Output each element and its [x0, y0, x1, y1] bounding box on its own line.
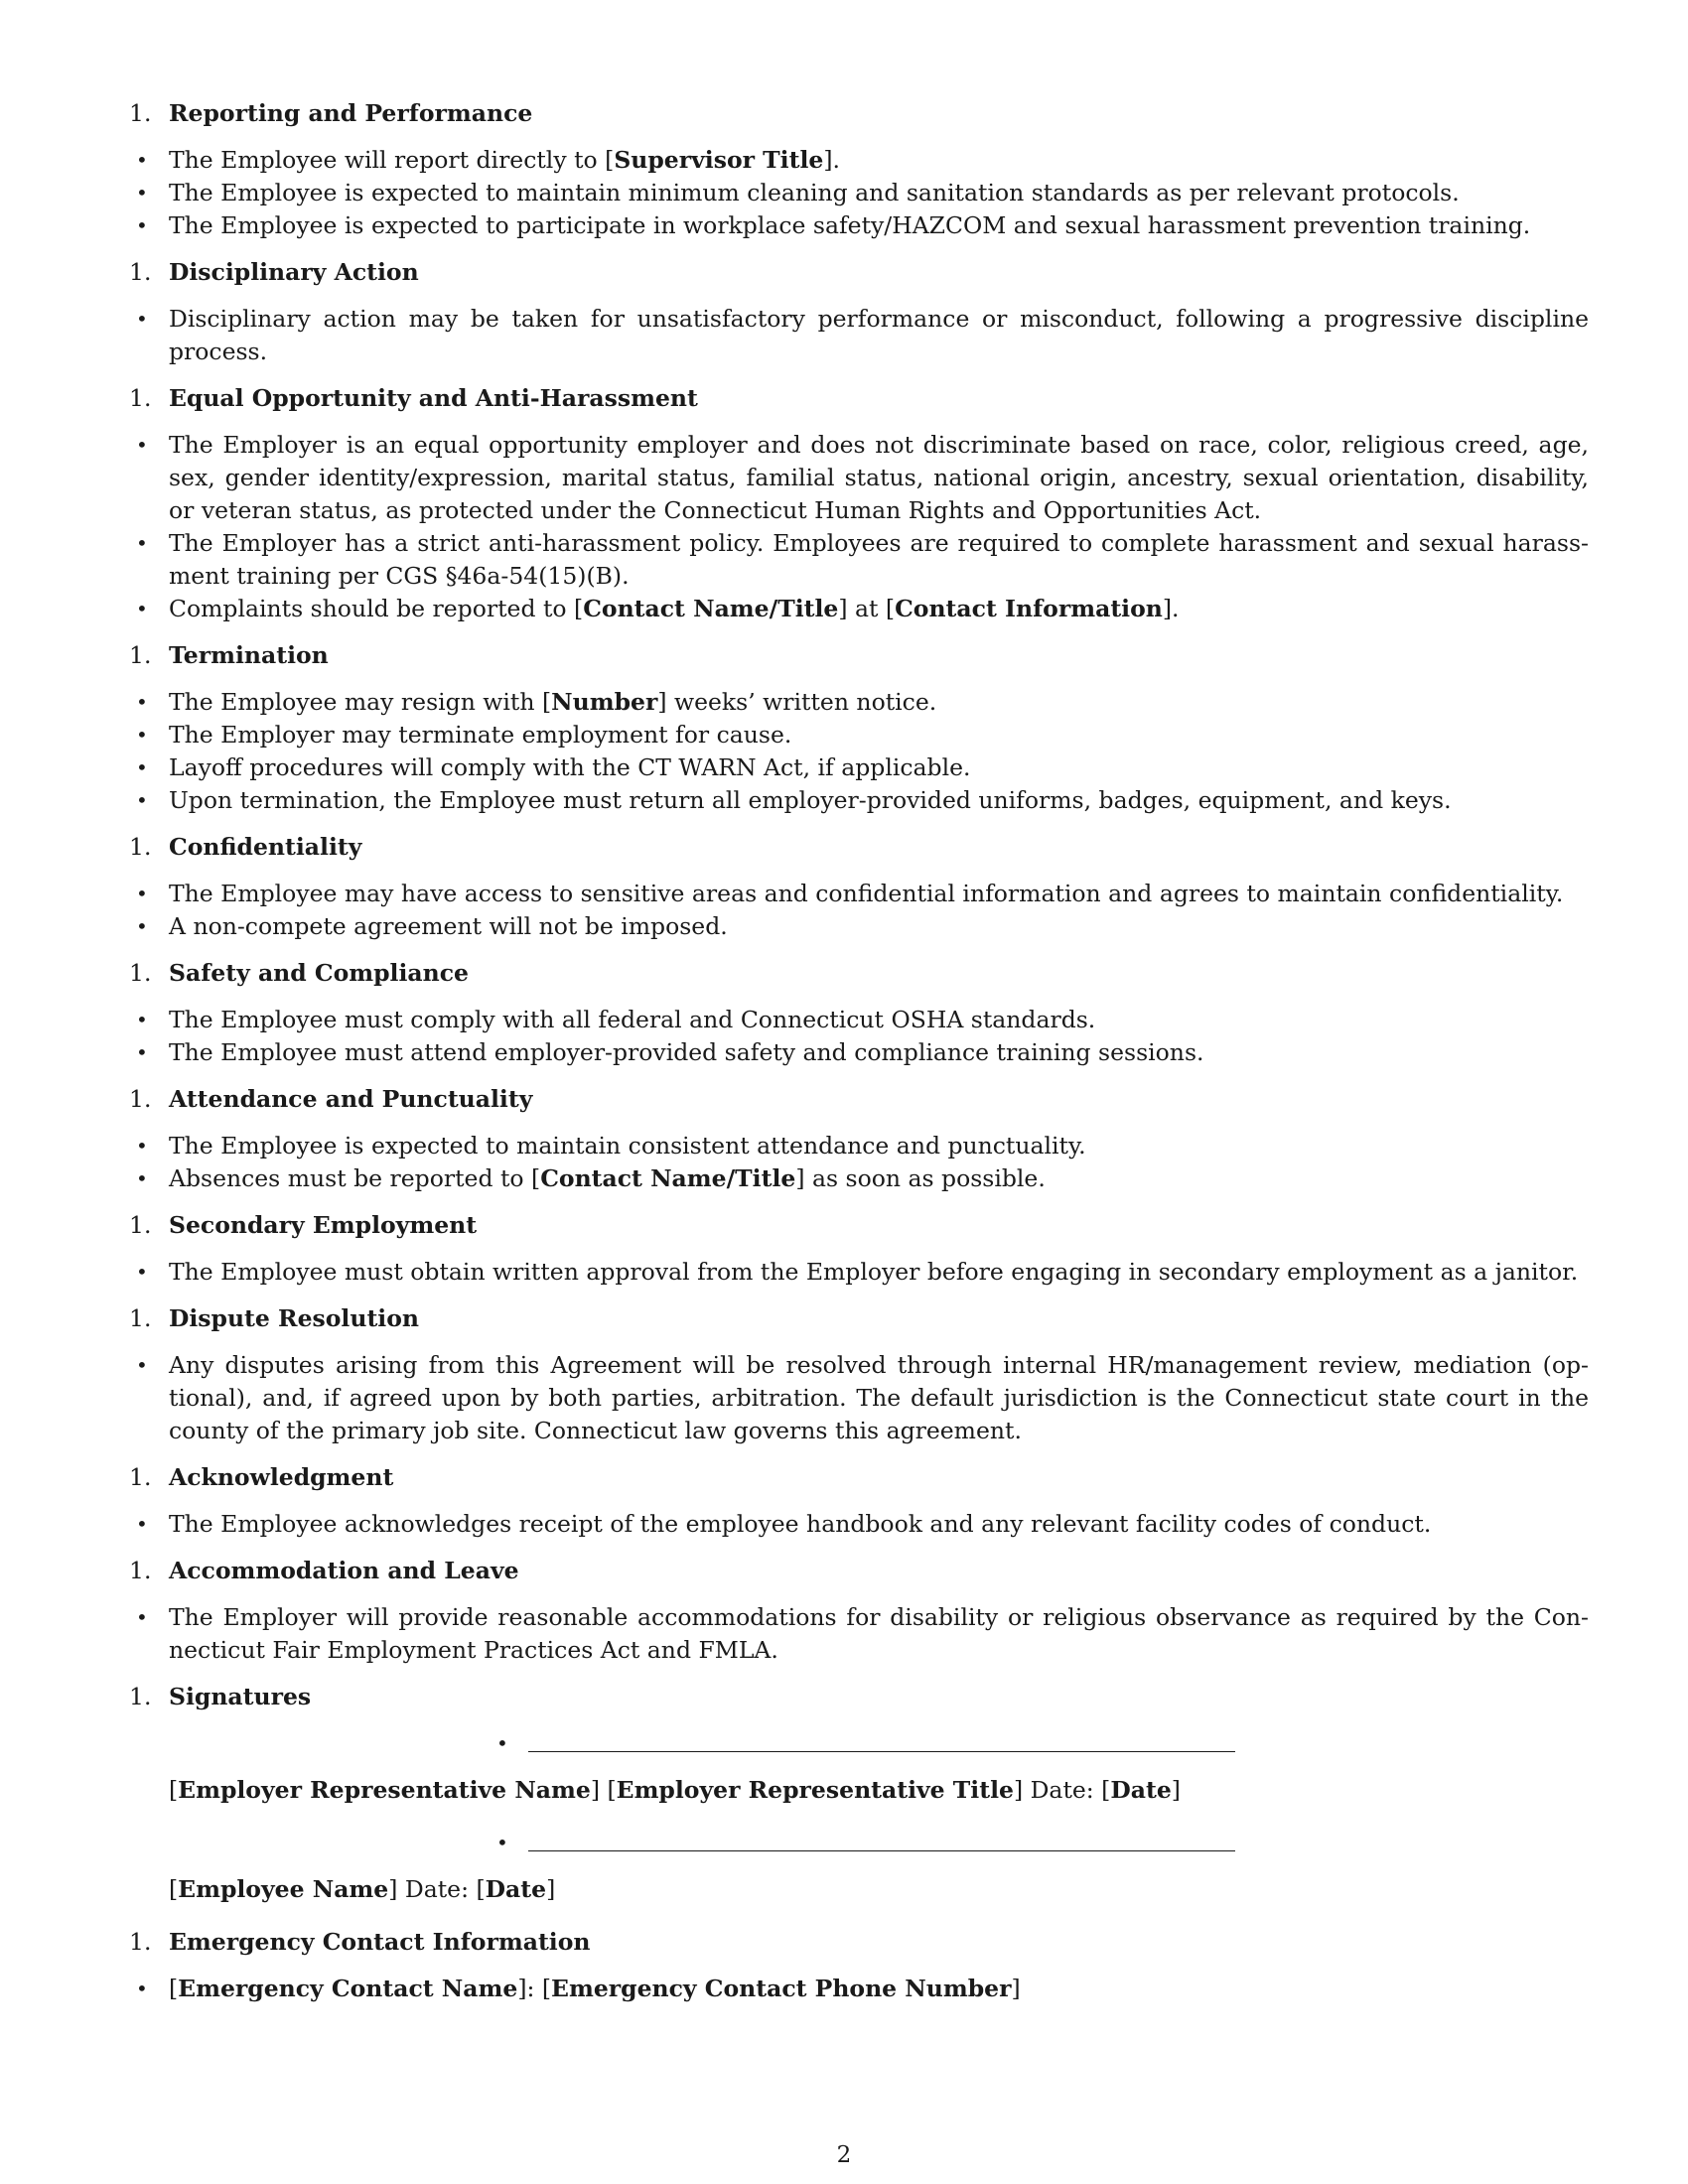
list-item	[129, 429, 1589, 527]
bullet: •	[136, 1134, 148, 1158]
list-item	[129, 1601, 1589, 1667]
bracket: [	[169, 1875, 179, 1903]
section	[129, 97, 1589, 242]
section-title: Equal Opportunity and Anti-Harassment	[169, 384, 698, 412]
item-text: Complaints should be reported to [	[169, 595, 584, 622]
bracket: ]	[1171, 1776, 1181, 1804]
section-number: 1.	[129, 1304, 152, 1332]
bullet: •	[136, 181, 148, 205]
bullet: •	[136, 531, 148, 555]
list-item	[129, 144, 1589, 177]
bullet-list	[129, 144, 1589, 242]
section	[129, 639, 1589, 817]
bullet: •	[136, 1008, 148, 1031]
item-text: The Employee will report directly to [	[169, 146, 615, 174]
section-heading	[129, 256, 1589, 289]
list-item	[129, 1256, 1589, 1289]
item-text: ].	[823, 146, 840, 174]
section	[129, 957, 1589, 1069]
bracket: [	[169, 1975, 179, 2002]
bullet-list	[129, 1004, 1589, 1069]
list-item	[129, 751, 1589, 784]
bullet-list	[129, 1508, 1589, 1541]
bracket: [	[169, 1776, 179, 1804]
employer-date-placeholder: Date	[1110, 1776, 1172, 1804]
section-number: 1.	[129, 959, 152, 987]
section-title: Confidentiality	[169, 833, 362, 861]
section-title: Acknowledgment	[169, 1463, 394, 1491]
section-number: 1.	[129, 1463, 152, 1491]
section-heading	[129, 1209, 1589, 1242]
section-number: 1.	[129, 1211, 152, 1239]
employee-signature-line[interactable]	[528, 1850, 1235, 1851]
list-item	[129, 177, 1589, 209]
section-number: 1.	[129, 833, 152, 861]
item-text: The Employee may have access to sensitive areas and confidential information and agrees to maintain confidentiality.	[169, 880, 1564, 907]
bullet: •	[136, 723, 148, 747]
item-text: The Employer has a strict anti-harassment policy. Employees are required to complete harassment and sexual harassment training per CGS §46a-54(15)(B).	[169, 529, 1589, 590]
separator: ]: [	[517, 1975, 552, 2002]
section-title: Emergency Contact Information	[169, 1928, 591, 1956]
bullet: •	[496, 1831, 508, 1854]
section	[129, 382, 1589, 625]
section-title: Signatures	[169, 1683, 312, 1710]
signature-block	[169, 1727, 1589, 1906]
employee-signature-row	[496, 1827, 1589, 1859]
section-number: 1.	[129, 1683, 152, 1710]
employee-date-placeholder: Date	[485, 1875, 547, 1903]
item-text: The Employee is expected to maintain minimum cleaning and sanitation standards as per relevant protocols.	[169, 179, 1460, 206]
section-number: 1.	[129, 384, 152, 412]
item-text: The Employee is expected to participate in workplace safety/HAZCOM and sexual harassment prevention training.	[169, 211, 1531, 239]
item-text: ] at [	[838, 595, 896, 622]
item-text: The Employer is an equal opportunity employer and does not discriminate based on race, color, religious creed, age, sex, gender identity/expression, marital status, familial status, national origin, ancestry, sexual orientation, disability, or veteran status, as protected under the Connecticut Human Rights and Opportunities Act.	[169, 431, 1589, 524]
bullet-list	[129, 303, 1589, 368]
section-heading	[129, 382, 1589, 415]
section-title: Safety and Compliance	[169, 959, 469, 987]
section-heading	[129, 831, 1589, 864]
item-text: The Employee acknowledges receipt of the employee handbook and any relevant facility codes of conduct.	[169, 1510, 1432, 1538]
placeholder-field: Contact Name/Title	[583, 595, 839, 622]
item-text: The Employer will provide reasonable accommodations for disability or religious observance as required by the Connecticut Fair Employment Practices Act and FMLA.	[169, 1603, 1589, 1664]
item-text: Disciplinary action may be taken for unsatisfactory performance or misconduct, following a progressive discipline process.	[169, 305, 1589, 365]
section-title: Reporting and Performance	[169, 99, 533, 127]
bullet: •	[136, 307, 148, 331]
employer-rep-title-placeholder: Employer Representative Title	[616, 1776, 1014, 1804]
item-text: Any disputes arising from this Agreement will be resolved through internal HR/management review, mediation (optional), and, if agreed upon by both parties, arbitration. The default jurisdiction is the Connecticut state court in the county of the primary job site. Connecticut law governs this agreement.	[169, 1351, 1589, 1444]
section-title: Secondary Employment	[169, 1211, 478, 1239]
item-text: The Employer may terminate employment for cause.	[169, 721, 792, 749]
list-item	[129, 1004, 1589, 1036]
section-title: Dispute Resolution	[169, 1304, 419, 1332]
section	[129, 1461, 1589, 1541]
bullet: •	[136, 1977, 148, 2000]
section-heading	[129, 97, 1589, 130]
section	[129, 256, 1589, 368]
bullet: •	[136, 1260, 148, 1284]
employer-rep-name-placeholder: Employer Representative Name	[178, 1776, 591, 1804]
bullet: •	[136, 148, 148, 172]
item-text: The Employee must comply with all federal and Connecticut OSHA standards.	[169, 1006, 1096, 1033]
bullet: •	[136, 882, 148, 905]
date-label: ] Date: [	[1013, 1776, 1111, 1804]
section-heading	[129, 1302, 1589, 1335]
list-item	[129, 1130, 1589, 1162]
document-tail	[129, 1681, 1589, 2019]
item-text: ] as soon as possible.	[795, 1164, 1046, 1192]
bracket: ]	[1011, 1975, 1021, 2002]
bullet: •	[136, 755, 148, 779]
item-text: The Employee must attend employer-provided safety and compliance training sessions.	[169, 1038, 1204, 1066]
section-number: 1.	[129, 641, 152, 669]
employee-name-placeholder: Employee Name	[178, 1875, 389, 1903]
list-item	[129, 1162, 1589, 1195]
bullet: •	[136, 1512, 148, 1536]
bullet-list	[129, 1349, 1589, 1447]
bullet: •	[136, 1166, 148, 1190]
list-item	[129, 686, 1589, 719]
bullet: •	[136, 597, 148, 620]
bullet-list	[129, 1973, 1589, 2005]
bullet-list	[129, 1601, 1589, 1667]
bullet: •	[136, 1605, 148, 1629]
item-text: Absences must be reported to [	[169, 1164, 541, 1192]
signatures-section	[129, 1681, 1589, 1906]
list-item	[129, 209, 1589, 242]
emergency-contact-phone-placeholder: Emergency Contact Phone Number	[551, 1975, 1012, 2002]
list-item	[129, 1036, 1589, 1069]
section	[129, 1555, 1589, 1667]
bullet: •	[496, 1731, 508, 1755]
emergency-contact-name-placeholder: Emergency Contact Name	[178, 1975, 518, 2002]
list-item	[129, 1349, 1589, 1447]
item-text: ] weeks’ written notice.	[657, 688, 937, 716]
section-title: Accommodation and Leave	[169, 1557, 519, 1584]
bullet: •	[136, 788, 148, 812]
bullet: •	[136, 1353, 148, 1377]
section-heading	[129, 1926, 1589, 1959]
section-heading	[129, 639, 1589, 672]
bracket: ] [	[590, 1776, 617, 1804]
section-number: 1.	[129, 1928, 152, 1956]
list-item	[129, 878, 1589, 910]
placeholder-field: Contact Name/Title	[540, 1164, 796, 1192]
list-item	[129, 593, 1589, 625]
page-number: 2	[836, 2142, 852, 2168]
section-heading	[129, 1555, 1589, 1587]
list-item	[129, 910, 1589, 943]
employer-signature-caption	[169, 1774, 1589, 1807]
section-number: 1.	[129, 1557, 152, 1584]
item-text: The Employee is expected to maintain consistent attendance and punctuality.	[169, 1132, 1086, 1160]
section-heading	[129, 1083, 1589, 1116]
item-text: ].	[1162, 595, 1180, 622]
list-item	[129, 784, 1589, 817]
employer-signature-line[interactable]	[528, 1751, 1235, 1752]
section	[129, 831, 1589, 943]
section-number: 1.	[129, 1085, 152, 1113]
section-number: 1.	[129, 99, 152, 127]
date-label: ] Date: [	[388, 1875, 486, 1903]
section-heading	[129, 1461, 1589, 1494]
section-heading	[129, 1681, 1589, 1713]
item-text: Layoff procedures will comply with the CT WARN Act, if applicable.	[169, 753, 971, 781]
bullet-list	[129, 878, 1589, 943]
placeholder-field: Number	[551, 688, 658, 716]
section	[129, 1302, 1589, 1447]
item-text: The Employee must obtain written approval from the Employer before engaging in secondary employment as a janitor.	[169, 1258, 1579, 1286]
bullet-list	[129, 1256, 1589, 1289]
bullet: •	[136, 213, 148, 237]
bullet: •	[136, 690, 148, 714]
bracket: ]	[546, 1875, 556, 1903]
employee-signature-caption	[169, 1873, 1589, 1906]
section-heading	[129, 957, 1589, 990]
placeholder-field: Supervisor Title	[614, 146, 824, 174]
list-item	[129, 719, 1589, 751]
bullet-list	[129, 1130, 1589, 1195]
section-title: Termination	[169, 641, 329, 669]
placeholder-field: Contact Information	[895, 595, 1163, 622]
item-text: Upon termination, the Employee must return all employer-provided uniforms, badges, equipment, and keys.	[169, 786, 1452, 814]
employer-signature-row	[496, 1727, 1589, 1760]
emergency-contact-section	[129, 1926, 1589, 2005]
section	[129, 1083, 1589, 1195]
document-body	[129, 97, 1589, 1681]
bullet: •	[136, 433, 148, 457]
bullet-list	[129, 429, 1589, 625]
section	[129, 1209, 1589, 1289]
section-title: Disciplinary Action	[169, 258, 419, 286]
bullet: •	[136, 914, 148, 938]
section-number: 1.	[129, 258, 152, 286]
list-item	[129, 1508, 1589, 1541]
item-text: A non-compete agreement will not be imposed.	[169, 912, 728, 940]
bullet: •	[136, 1040, 148, 1064]
section-title: Attendance and Punctuality	[169, 1085, 533, 1113]
list-item	[129, 1973, 1589, 2005]
bullet-list	[129, 686, 1589, 817]
item-text: The Employee may resign with [	[169, 688, 552, 716]
list-item	[129, 527, 1589, 593]
list-item	[129, 303, 1589, 368]
